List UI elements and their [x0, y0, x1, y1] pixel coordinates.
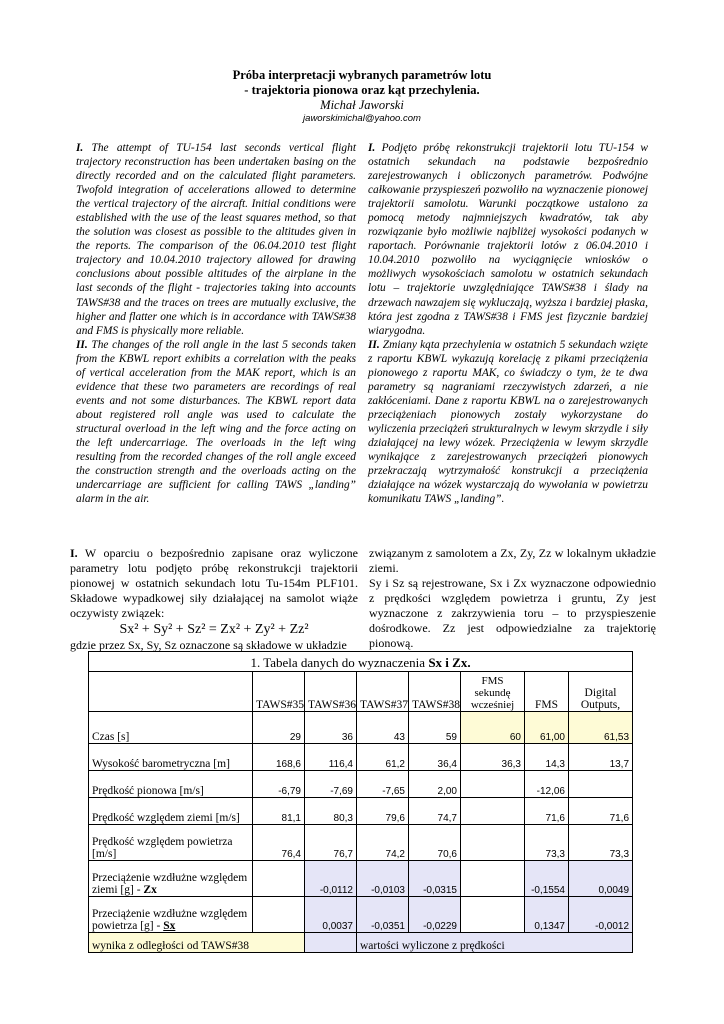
table-cell: 70,6 — [409, 825, 461, 861]
table-caption-bold: Sx i Zx. — [428, 655, 471, 670]
data-table — [88, 651, 633, 953]
table-cell — [461, 825, 525, 861]
col-header-taws36: TAWS#36 — [305, 672, 357, 712]
table-cell: -7,69 — [305, 771, 357, 798]
abstract-pl-text-2: Zmiany kąta przechylenia w ostatnich 5 sekundach wzięte z raportu KBWL wykazują korelację z pikami przeciążenia pionowego z raportu MAK, co świadczy o tym, że te dwa parametry są nagraniami rzeczywistych zdarzeń, a nie zakłóceniami. Dane z raportu KBWL na o zarejestrowanych przeciążeniach pionowych zostały wykorzystane do wyliczenia przeciążeń strukturalnych w lewym skrzydle i siły działającej na lewy wózek. Przeciążenia w lewym skrzydle wynikające z zarejestrowanych przeciążeń pionowych przekraczają wytrzymałość konstrukcji a przeciążenia działające na wózek wystarczają do wywołania w powietrzu komunikatu TAWS „landing”. — [368, 338, 648, 506]
table-cell: -0,0012 — [569, 897, 633, 933]
table-caption — [89, 652, 633, 672]
row-label: Wysokość barometryczna [m] — [89, 744, 253, 771]
table-row — [89, 798, 633, 825]
table-cell: -0,0112 — [305, 861, 357, 897]
abstract-en-paragraph-2 — [76, 338, 356, 507]
abstract-en-marker-1: I. — [76, 142, 84, 154]
row-label: Prędkość względem ziemi [m/s] — [89, 798, 253, 825]
legend-yellow: wynika z odległości od TAWS#38 — [89, 933, 305, 953]
table-cell — [461, 861, 525, 897]
row-label-text: Przeciążenie wzdłużne względem powietrza [g] - — [92, 908, 248, 932]
title-line-1: Próba interpretacji wybranych parametrów lotu — [232, 68, 492, 82]
abstract-en-marker-2: II. — [76, 338, 88, 351]
header-empty-cell — [89, 672, 253, 712]
table-cell: 80,3 — [305, 798, 357, 825]
table-cell: 13,7 — [569, 744, 633, 771]
table-cell — [569, 771, 633, 798]
table-cell: 0,0049 — [569, 861, 633, 897]
table-cell: 29 — [253, 712, 305, 744]
abstract-pl-text-1: Podjęto próbę rekonstrukcji trajektorii lotu TU-154 w ostatnich sekundach na podstawie bezpośrednio zarejestrowanych i obliczonych parametrów. Podwójne całkowanie przyspieszeń pozwoliło na wyznaczenie pionowej trajektorii samolotu. Warunki początkowe ustalono za pomocą metody najmniejszych kwadratów, tak aby rozwiązanie było możliwie najbliżej wysokości podanych w raportach. Porównanie trajektorii lotów z 06.04.2010 i 10.04.2010 pozwoliło na wyciągnięcie wniosków o możliwych wysokościach samolotu w ostatnich sekundach lotu – trajektorie uwzględniające TAWS#38 i ślady na drzewach nawzajem się wykluczają, wyższa i bardziej płaska, która jest zgodna z TAWS#38 i FMS jest fizycznie bardziej wiarygodna. — [368, 142, 648, 337]
table-cell: 36 — [305, 712, 357, 744]
row-label-symbol: Sx — [163, 920, 176, 932]
table-cell: 76,4 — [253, 825, 305, 861]
col-header-taws35: TAWS#35 — [253, 672, 305, 712]
abstract-pl-paragraph-2 — [368, 338, 648, 507]
table-cell — [461, 897, 525, 933]
table-cell: 79,6 — [357, 798, 409, 825]
table-cell: 71,6 — [569, 798, 633, 825]
legend-blue: wartości wyliczone z prędkości — [357, 933, 633, 953]
table-cell: 61,2 — [357, 744, 409, 771]
table-cell: -0,0351 — [357, 897, 409, 933]
table-cell — [253, 897, 305, 933]
abstract-en-text-1: The attempt of TU-154 last seconds vertical flight trajectory reconstruction has been undertaken basing on the directly recorded and on the calculated flight parameters. Twofold integration of accelerations allowed to determine the vertical trajectory of the aircraft. Initial conditions were established with the use of the least squares method, so that the solution was closest as possible to the altitudes given in the reports. The comparison of the 06.04.2010 test flight trajectory and 10.04.2010 trajectory allowed for drawing conclusions about possible altitudes of the airplane in the last seconds of the flight - trajectories taking into accounts TAWS#38 and the traces on trees are mutually exclusive, the higher and flatter one which is in accordance with TAWS#38 and FMS is physically more reliable. — [76, 142, 356, 337]
col-header-taws37: TAWS#37 — [357, 672, 409, 712]
body-left-marker: I. — [70, 546, 78, 560]
abstract-pl-marker-2: II. — [368, 338, 380, 351]
body-left-after-formula: gdzie przez Sx, Sy, Sz oznaczone są składowe w układzie — [70, 638, 347, 652]
paper-header — [0, 68, 724, 125]
force-formula: Sx² + Sy² + Sz² = Zx² + Zy² + Zz² — [119, 622, 309, 637]
table-cell: 73,3 — [569, 825, 633, 861]
table-cell: 59 — [409, 712, 461, 744]
table-cell: 81,1 — [253, 798, 305, 825]
table-cell: -7,65 — [357, 771, 409, 798]
abstract-en-text-2: The changes of the roll angle in the last 5 seconds taken from the KBWL report exhibits a correlation with the peaks of vertical acceleration from the MAK report, which is an evidence that these two parameters are recordings of real events and not some disturbances. The KBWL report data about registered roll angle was used to calculate the structural overload in the left wing and the force acting on the left undercarriage. The overloads in the left wing resulting from the recorded changes of the roll angle exceed the construction strength and the overloads acting on the undercarriage are sufficient for calling TAWS „landing” alarm in the air. — [76, 338, 356, 506]
col-header-fms: FMS — [525, 672, 569, 712]
table-cell: 71,6 — [525, 798, 569, 825]
table-caption-text: 1. Tabela danych do wyznaczenia — [250, 655, 426, 670]
table-cell: 61,00 — [525, 712, 569, 744]
body-left-paragraph — [70, 546, 358, 621]
table-cell: 2,00 — [409, 771, 461, 798]
table-cell: 116,4 — [305, 744, 357, 771]
table-row — [89, 897, 633, 933]
table-cell: 76,7 — [305, 825, 357, 861]
table-cell — [461, 771, 525, 798]
table-cell: 36,4 — [409, 744, 461, 771]
col-header-taws38: TAWS#38 — [409, 672, 461, 712]
abstract-english — [76, 141, 356, 506]
title-line-2: - trajektoria pionowa oraz kąt przechylenia. — [244, 83, 480, 97]
table-cell: 14,3 — [525, 744, 569, 771]
body-right-column — [369, 546, 656, 651]
author-email: jaworskimichal@yahoo.com — [303, 113, 421, 124]
table-cell: 73,3 — [525, 825, 569, 861]
table-cell: 0,1347 — [525, 897, 569, 933]
col-header-digital-outputs: Digital Outputs, — [569, 672, 633, 712]
table-row — [89, 712, 633, 744]
table-row — [89, 771, 633, 798]
table-row — [89, 861, 633, 897]
body-right-paragraph-2: Sy i Sz są rejestrowane, Sx i Zx wyznaczone odpowiednio z prędkości względem powietrza i gruntu, Zy jest wyznaczone z zakrzywienia toru – to przyspieszenie dośrodkowe. Zz jest odpowiedzialne za trajektorię pionową. — [369, 576, 656, 650]
table-cell: 61,53 — [569, 712, 633, 744]
abstract-polish — [368, 141, 648, 506]
author-name: Michał Jaworski — [320, 98, 404, 112]
table-cell — [461, 798, 525, 825]
row-label: Prędkość względem powietrza [m/s] — [89, 825, 253, 861]
table-cell: 43 — [357, 712, 409, 744]
table-cell: 36,3 — [461, 744, 525, 771]
table-row — [89, 744, 633, 771]
table-cell: 74,7 — [409, 798, 461, 825]
table-cell: -6,79 — [253, 771, 305, 798]
table-cell: 60 — [461, 712, 525, 744]
abstract-en-paragraph-1 — [76, 141, 356, 338]
body-left-column — [70, 546, 358, 653]
table-cell — [253, 861, 305, 897]
row-label-zx — [89, 861, 253, 897]
table-cell: -0,0315 — [409, 861, 461, 897]
legend-blue-swatch — [305, 933, 357, 953]
table-cell: -0,0103 — [357, 861, 409, 897]
row-label: Czas [s] — [89, 712, 253, 744]
table-cell: 168,6 — [253, 744, 305, 771]
body-left-text: W oparciu o bezpośrednio zapisane oraz wyliczone parametry lotu podjęto próbę rekonstrukcji trajektorii pionowej w ostatnich sekundach lotu Tu-154m PLF101. Składowe wypadkowej siły działającej na samolot wiąże oczywisty związek: — [70, 546, 358, 620]
table-cell: -12,06 — [525, 771, 569, 798]
col-header-fms-earlier: FMS sekundę wcześniej — [461, 672, 525, 712]
body-right-paragraph-1: związanym z samolotem a Zx, Zy, Zz w lokalnym układzie ziemi. — [369, 546, 656, 575]
table-cell: 0,0037 — [305, 897, 357, 933]
row-label-sx — [89, 897, 253, 933]
abstract-pl-paragraph-1 — [368, 141, 648, 338]
table-cell: 74,2 — [357, 825, 409, 861]
row-label: Prędkość pionowa [m/s] — [89, 771, 253, 798]
row-label-text: Przeciążenie wzdłużne względem ziemi [g] - — [92, 872, 248, 896]
row-label-symbol: Zx — [143, 884, 157, 896]
abstract-pl-marker-1: I. — [368, 142, 376, 154]
table-cell: -0,1554 — [525, 861, 569, 897]
table-cell: -0,0229 — [409, 897, 461, 933]
table-row — [89, 825, 633, 861]
